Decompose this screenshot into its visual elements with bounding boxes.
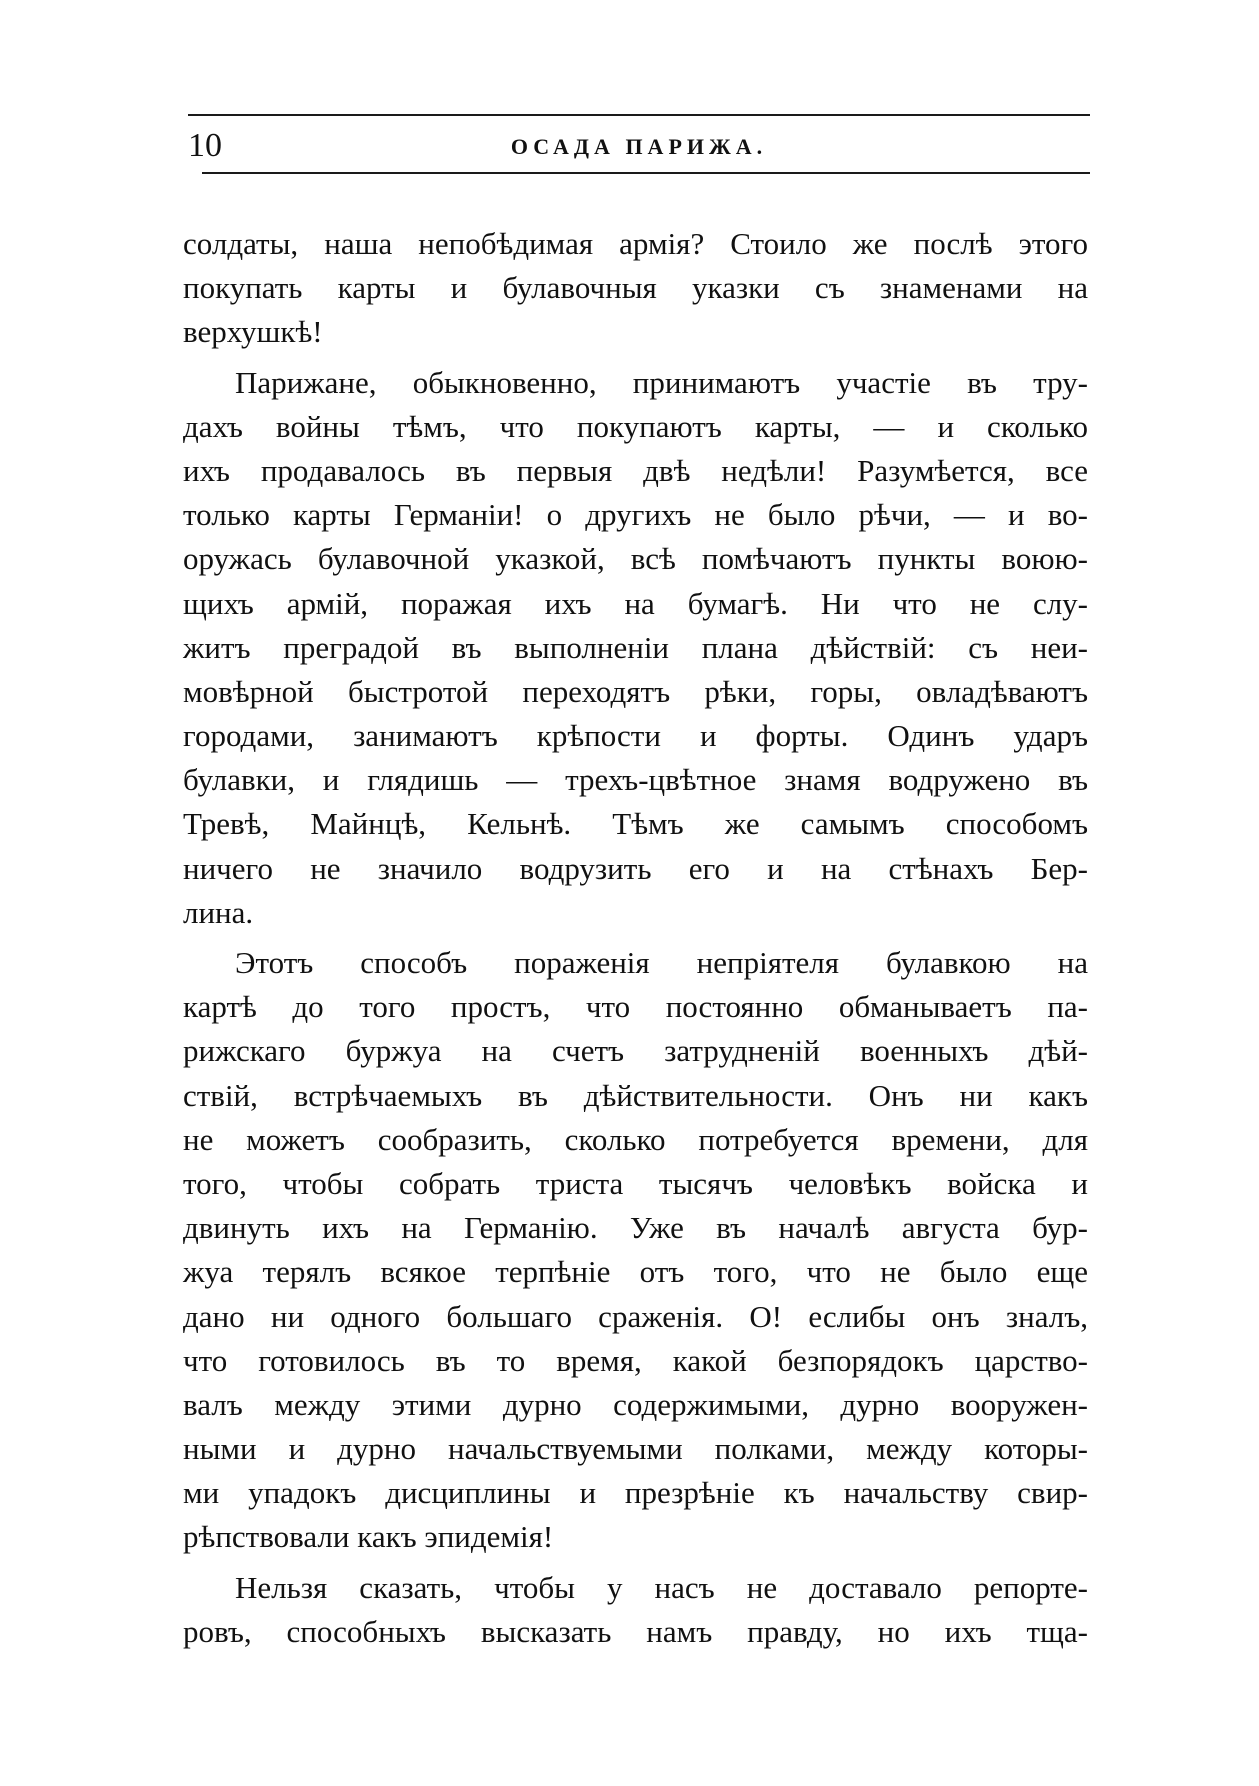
page-number: 10: [188, 127, 222, 164]
text-line: валъ между этими дурно содержимыми, дурно вооружен-: [183, 1386, 1088, 1422]
text-line: Тревѣ, Майнцѣ, Кельнѣ. Тѣмъ же самымъ способомъ: [183, 806, 1088, 842]
text-line: дано ни одного большаго сраженія. О! еслибы онъ зналъ,: [183, 1298, 1088, 1334]
text-line: оружась булавочной указкой, всѣ помѣчаютъ пункты воюю-: [183, 541, 1088, 577]
text-line: ными и дурно начальствуемыми полками, между которы-: [183, 1431, 1088, 1467]
text-line: житъ преградой въ выполненіи плана дѣйствій: съ неи-: [183, 629, 1088, 665]
text-line: мовѣрной быстротой переходятъ рѣки, горы, овладѣваютъ: [183, 673, 1088, 709]
text-line: щихъ армій, поражая ихъ на бумагѣ. Ни что не слу-: [183, 585, 1088, 621]
text-line: булавки, и глядишь — трехъ-цвѣтное знамя водружено въ: [183, 762, 1088, 798]
running-title: ОСАДА ПАРИЖА.: [510, 134, 768, 159]
header-top-rule: [188, 114, 1090, 116]
page-header: [188, 122, 1090, 166]
text-line: только карты Германіи! о другихъ не было рѣчи, — и во-: [183, 497, 1088, 533]
text-line: ми упадокъ дисциплины и презрѣніе къ начальству свир-: [183, 1475, 1088, 1511]
paragraph: [183, 222, 1088, 355]
text-line: Парижане, обыкновенно, принимаютъ участіе въ тру-: [235, 364, 1088, 400]
body-text: [183, 222, 1088, 1654]
text-line: Этотъ способъ пораженія непріятеля булавкою на: [235, 945, 1088, 980]
text-line: того, чтобы собрать триста тысячъ человѣкъ войска и: [183, 1165, 1088, 1201]
text-line: ихъ продавалось въ первыя двѣ недѣли! Разумѣется, все: [183, 452, 1088, 488]
text-line: двинуть ихъ на Германію. Уже въ началѣ августа бур-: [183, 1210, 1088, 1246]
text-line: жуа терялъ всякое терпѣніе отъ того, что не было еще: [183, 1254, 1088, 1290]
text-line: лина.: [183, 894, 254, 930]
text-line: городами, занимаютъ крѣпости и форты. Одинъ ударъ: [183, 718, 1088, 754]
text-line: дахъ войны тѣмъ, что покупаютъ карты, — и сколько: [183, 408, 1088, 444]
text-line: картѣ до того простъ, что постоянно обманываетъ па-: [183, 989, 1088, 1025]
text-line: не можетъ сообразить, сколько потребуется времени, для: [183, 1121, 1088, 1157]
text-line: ствій, встрѣчаемыхъ въ дѣйствительности. Онъ ни какъ: [183, 1077, 1088, 1113]
text-line: верхушкѣ!: [183, 314, 323, 350]
header-bottom-rule: [202, 172, 1090, 174]
text-line: ничего не значило водрузить его и на стѣнахъ Бер-: [183, 850, 1088, 886]
text-line: что готовилось въ то время, какой безпорядокъ царство-: [183, 1342, 1088, 1378]
paragraph: [183, 361, 1088, 935]
paragraph: [183, 1566, 1088, 1654]
text-line: солдаты, наша непобѣдимая армія? Стоило же послѣ этого: [183, 226, 1088, 261]
text-line: ровъ, способныхъ высказать намъ правду, но ихъ тща-: [183, 1613, 1088, 1649]
text-line: Нельзя сказать, чтобы у насъ не доставало репорте-: [235, 1569, 1088, 1605]
text-line: покупать карты и булавочныя указки съ знаменами на: [183, 270, 1088, 306]
text-line: рѣпствовали какъ эпидемія!: [183, 1519, 554, 1555]
paragraph: [183, 941, 1088, 1560]
text-line: рижскаго буржуа на счетъ затрудненій военныхъ дѣй-: [183, 1033, 1088, 1069]
